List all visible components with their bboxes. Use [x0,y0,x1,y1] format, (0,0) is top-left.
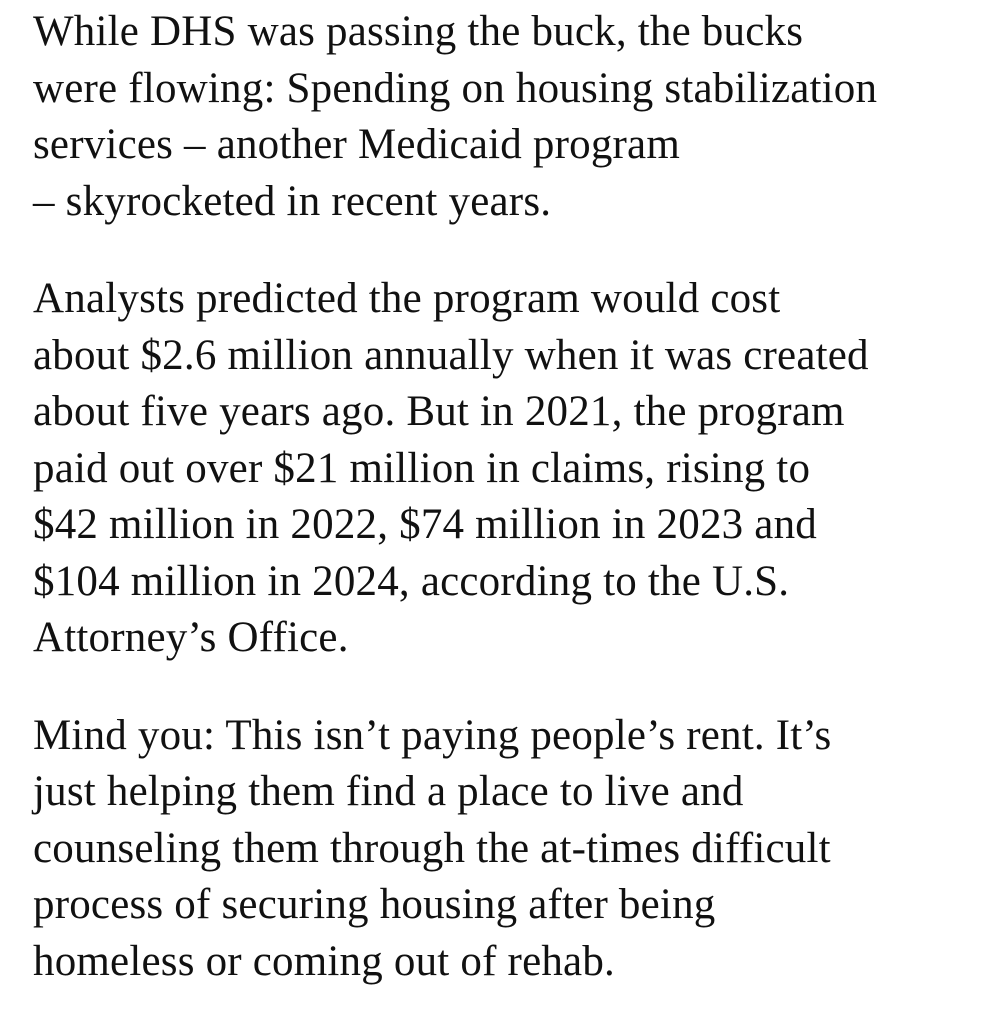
text-line: While DHS was passing the buck, the bucks [33,8,804,55]
article-body [33,4,983,1031]
text-line: – skyrocketed in recent years. [33,177,552,225]
text-line: about five years ago. But in 2021, the program [33,388,845,435]
text-line: counseling them through the at-times difficult [33,824,831,872]
text-line: homeless or coming out of rehab. [33,937,615,985]
text-line: about $2.6 million annually when it was created [33,331,869,379]
text-line: $104 million in 2024, according to the U.S. [33,557,790,605]
text-line: were flowing: Spending on housing stabilization [33,64,878,112]
text-line: $42 million in 2022, $74 million in 2023 and [33,501,817,548]
paragraph-2 [33,271,983,667]
text-line: Analysts predicted the program would cost [33,275,781,322]
text-line: services – another Medicaid program [33,121,680,168]
text-line: paid out over $21 million in claims, rising to [33,444,811,492]
paragraph-1 [33,4,983,230]
text-line: just helping them find a place to live and [33,768,744,815]
text-line: process of securing housing after being [33,881,716,928]
paragraph-3 [33,708,983,991]
text-line: Attorney’s Office. [33,614,349,661]
text-line: Mind you: This isn’t paying people’s rent. It’s [33,711,832,759]
